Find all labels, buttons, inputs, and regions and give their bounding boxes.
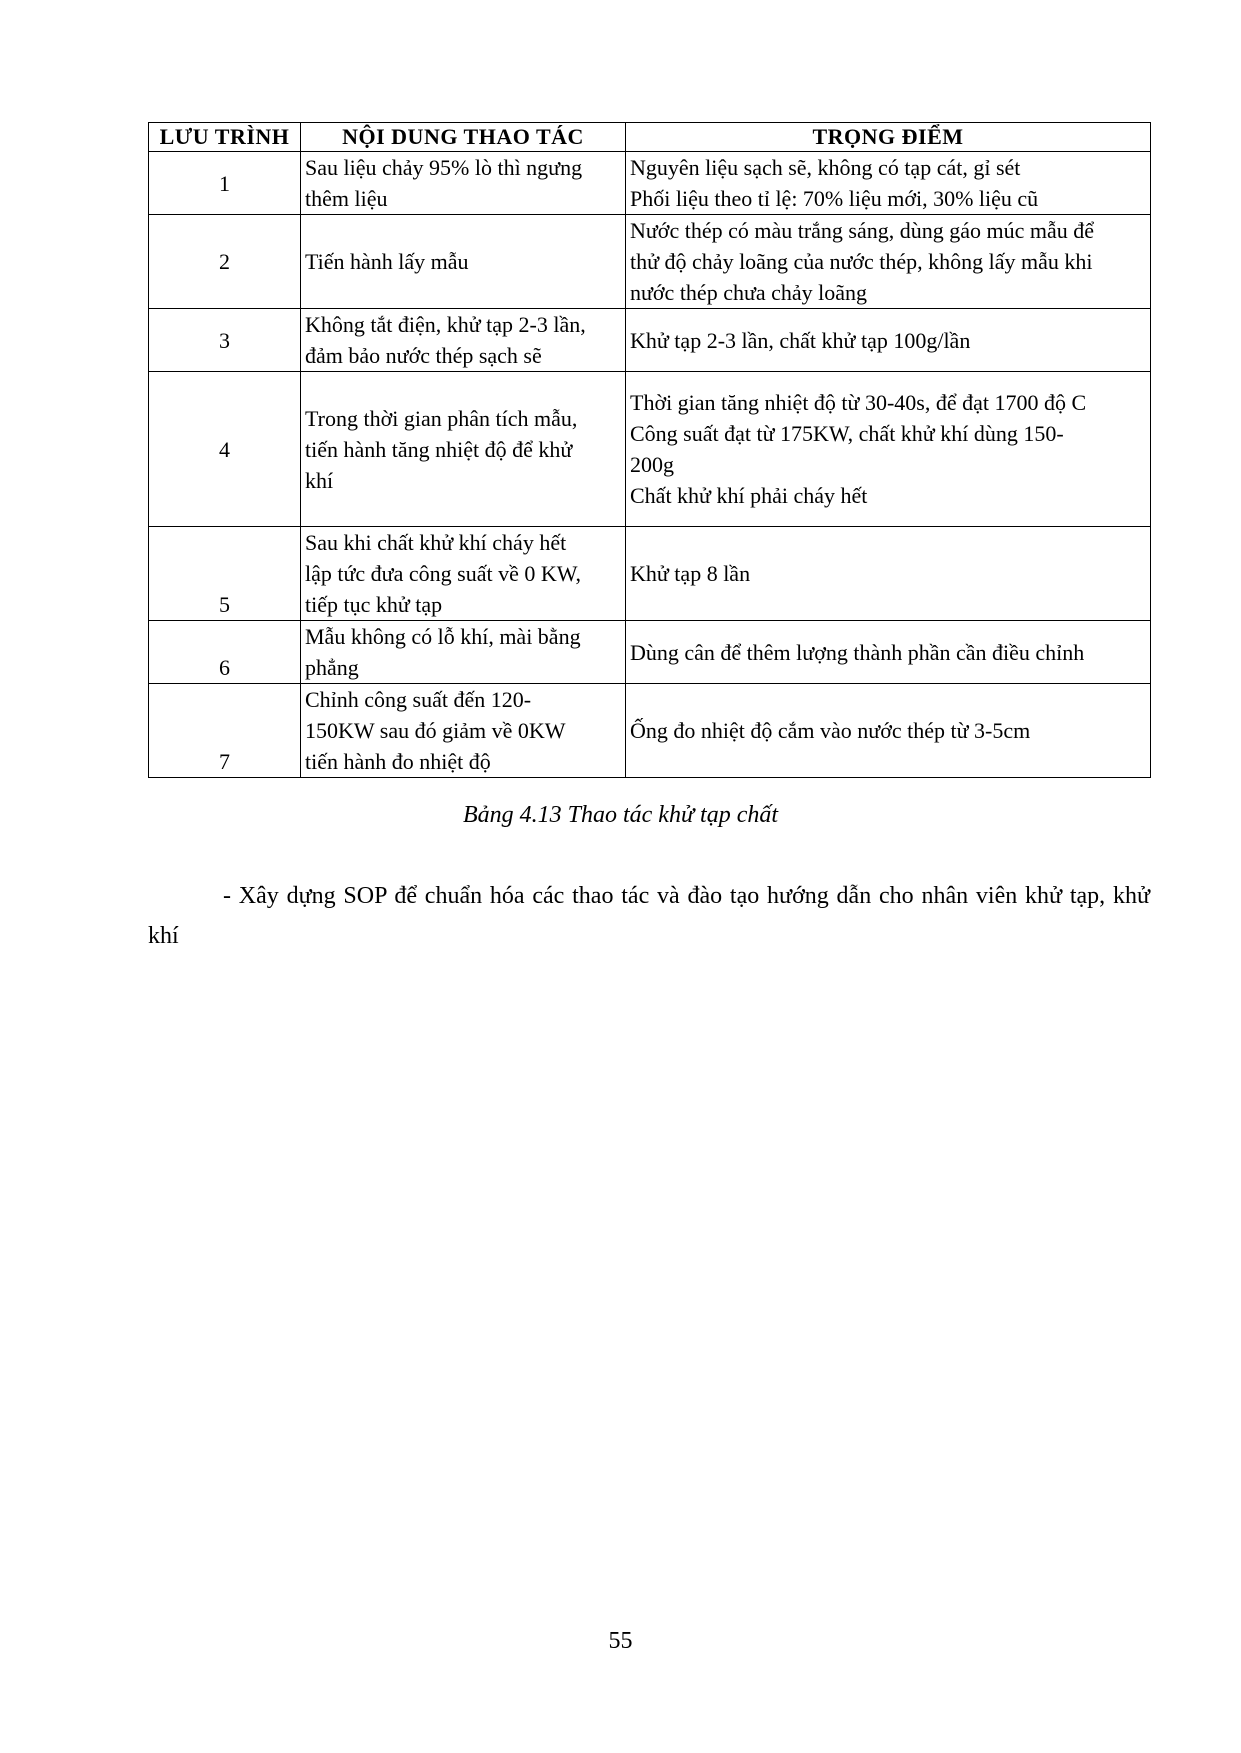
content-line: đảm bảo nước thép sạch sẽ	[305, 343, 542, 368]
key-point-line: nước thép chưa chảy loãng	[630, 280, 868, 305]
content-line: Chỉnh công suất đến 120-	[305, 687, 532, 712]
key-points-cell	[626, 152, 1151, 215]
key-point-line: thử độ chảy loãng của nước thép, không lấy mẫu khi	[630, 249, 1093, 274]
step-cell: 2	[149, 215, 301, 309]
content-line: Mẫu không có lỗ khí, mài bằng	[305, 624, 581, 649]
table-row	[149, 215, 1151, 309]
step-cell: 3	[149, 309, 301, 372]
content-line: thêm liệu	[305, 186, 388, 211]
content-cell	[301, 621, 626, 684]
table-row	[149, 527, 1151, 621]
content-line: tiếp tục khử tạp	[305, 592, 443, 617]
key-point-line: Công suất đạt từ 175KW, chất khử khí dùng 150-	[630, 421, 1064, 446]
content-cell	[301, 309, 626, 372]
content-cell	[301, 215, 626, 309]
content-line: 150KW sau đó giảm về 0KW	[305, 718, 566, 743]
key-point-line: Khử tạp 2-3 lần, chất khử tạp 100g/lần	[630, 327, 971, 353]
header-step: LƯU TRÌNH	[149, 123, 301, 152]
key-point-line: Chất khử khí phải cháy hết	[630, 483, 868, 508]
key-point-line: Dùng cân để thêm lượng thành phần cần điều chỉnh	[630, 639, 1085, 665]
content-line: tiến hành tăng nhiệt độ để khử	[305, 436, 573, 462]
table-row	[149, 309, 1151, 372]
content-line: lập tức đưa công suất về 0 KW,	[305, 561, 581, 586]
step-cell: 5	[149, 527, 301, 621]
table-row	[149, 372, 1151, 527]
key-points-cell	[626, 215, 1151, 309]
key-point-line: Phối liệu theo tỉ lệ: 70% liệu mới, 30% liệu cũ	[630, 186, 1039, 211]
key-point-line: Khử tạp 8 lần	[630, 561, 751, 586]
key-point-line: Nguyên liệu sạch sẽ, không có tạp cát, gỉ sét	[630, 155, 1021, 180]
table-row	[149, 621, 1151, 684]
content-cell	[301, 527, 626, 621]
table-caption: Bảng 4.13 Thao tác khử tạp chất	[462, 802, 779, 828]
content-cell	[301, 372, 626, 527]
header-content: NỘI DUNG THAO TÁC	[301, 123, 626, 152]
sop-table	[148, 122, 1151, 778]
key-point-line: Ống đo nhiệt độ cắm vào nước thép từ 3-5cm	[630, 718, 1031, 743]
content-cell	[301, 684, 626, 778]
key-points-cell	[626, 372, 1151, 527]
table-header-row	[149, 123, 1151, 152]
header-key-points: TRỌNG ĐIỂM	[626, 123, 1151, 152]
step-cell: 4	[149, 372, 301, 527]
content-line: Sau khi chất khử khí cháy hết	[305, 530, 567, 555]
content-line: Trong thời gian phân tích mẫu,	[305, 405, 578, 431]
table-row	[149, 152, 1151, 215]
key-points-cell	[626, 684, 1151, 778]
content-line: tiến hành đo nhiệt độ	[305, 749, 491, 774]
content-cell	[301, 152, 626, 215]
content-line: Không tắt điện, khử tạp 2-3 lần,	[305, 312, 586, 337]
table-row	[149, 684, 1151, 778]
content-line: khí	[305, 467, 334, 493]
key-point-line: Thời gian tăng nhiệt độ từ 30-40s, để đạt 1700 độ C	[630, 390, 1087, 415]
body-paragraph: - Xây dựng SOP để chuẩn hóa các thao tác và đào tạo hướng dẫn cho nhân viên khử tạp, khử khí	[148, 883, 1150, 949]
step-cell: 1	[149, 152, 301, 215]
key-point-line: Nước thép có màu trắng sáng, dùng gáo múc mẫu để	[630, 218, 1095, 243]
content-line: Sau liệu chảy 95% lò thì ngưng	[305, 155, 583, 180]
key-points-cell	[626, 621, 1151, 684]
page-number: 55	[608, 1628, 633, 1654]
key-points-cell	[626, 309, 1151, 372]
key-points-cell	[626, 527, 1151, 621]
content-line: Tiến hành lấy mẫu	[305, 249, 469, 274]
step-cell: 7	[149, 684, 301, 778]
step-cell: 6	[149, 621, 301, 684]
content-line: phẳng	[305, 655, 359, 680]
key-point-line: 200g	[630, 452, 674, 477]
